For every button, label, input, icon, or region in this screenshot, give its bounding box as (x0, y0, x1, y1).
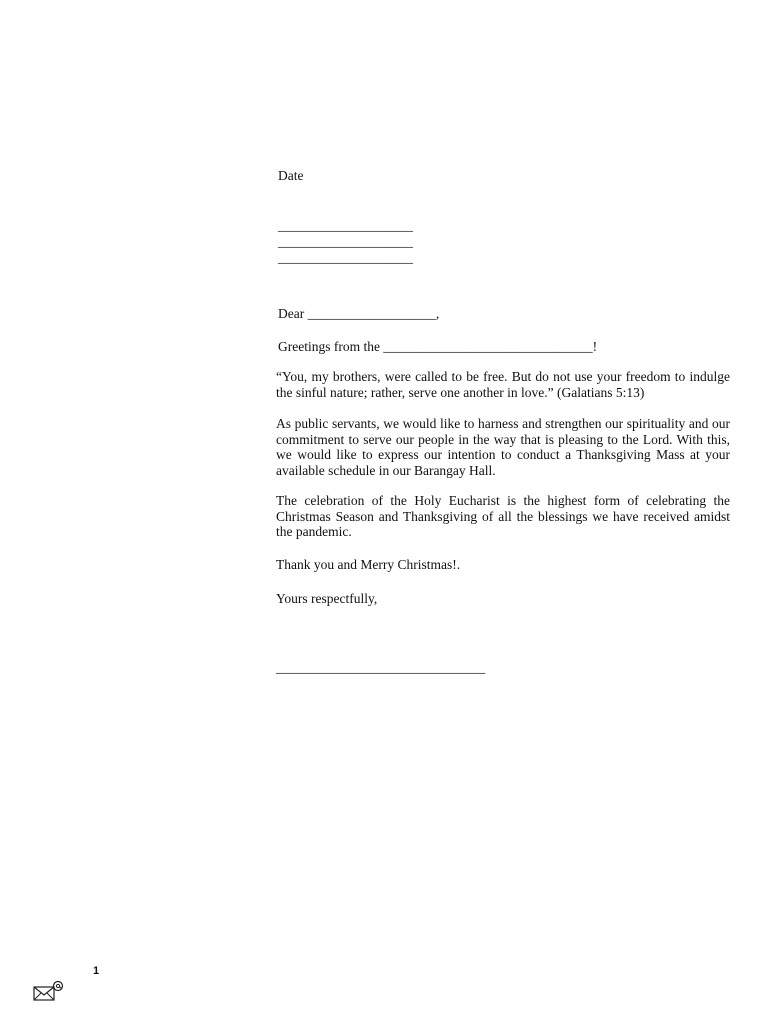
bible-quote: “You, my brothers, were called to be free. But do not use your freedom to indulge the sinful nature; rather, serve one another in love.” (Galatians 5:13) (276, 369, 730, 400)
paragraph-intention: As public servants, we would like to harness and strengthen our spirituality and our commitment to serve our people in the way that is pleasing to the Lord. With this, we would like to express our intention to conduct a Thanksgiving Mass at your available schedule in our Barangay Hall. (276, 416, 730, 478)
mail-at-icon (33, 980, 65, 1002)
address-line-2: ____________________ (278, 234, 413, 249)
address-line-3: ____________________ (278, 250, 413, 265)
thanks-line: Thank you and Merry Christmas!. (276, 557, 461, 572)
salutation: Dear ___________________, (278, 306, 440, 321)
address-line-1: ____________________ (278, 218, 413, 233)
greeting: Greetings from the _______________________________! (278, 339, 598, 354)
page-number: 1 (93, 965, 100, 977)
signature-line: _______________________________ (276, 660, 486, 675)
paragraph-celebration: The celebration of the Holy Eucharist is the highest form of celebrating the Christmas Season and Thanksgiving of all the blessings we have received amidst the pandemic. (276, 493, 730, 539)
date-label: Date (278, 168, 304, 183)
closing-line: Yours respectfully, (276, 591, 378, 606)
